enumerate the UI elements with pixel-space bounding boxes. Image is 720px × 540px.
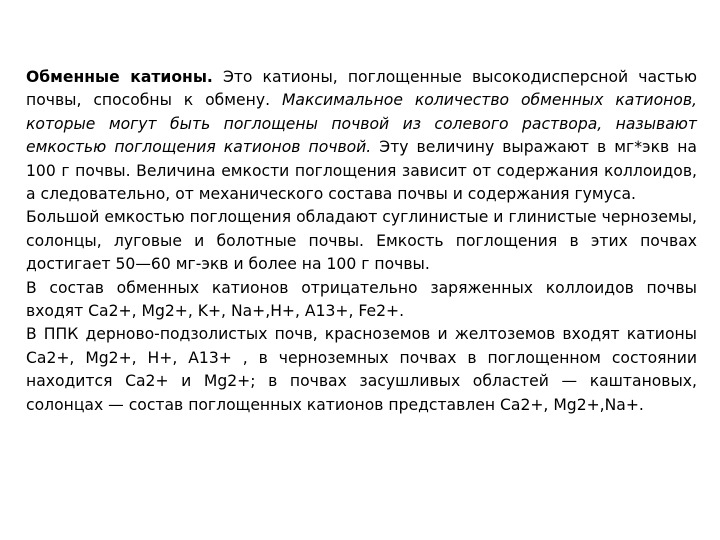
paragraph-cation-composition: В состав обменных катионов отрицательно заряженных коллоидов почвы входят Ca2+, Mg2+, K+, Na+,H+, A13+, Fe2+. bbox=[26, 278, 697, 321]
body-text bbox=[26, 66, 697, 417]
paragraph-high-capacity-soils: Большой емкостью поглощения обладают суглинистые и глинистые черноземы, солонцы, луговые и болотные почвы. Емкость поглощения в этих почвах достигает 50—60 мг-экв и более на 100 г почвы. bbox=[26, 208, 697, 274]
paragraph-1-continuation: Эту величину выражают в мг*экв на 100 г почвы. Величина емкости поглощения зависит от содержания коллоидов, а следовательно, от механического состава почвы и содержания гумуса. bbox=[26, 138, 697, 204]
paragraph-exchange-cations bbox=[26, 66, 697, 206]
definition-absorption-capacity: Максимальное количество обменных катионов, которые могут быть поглощены почвой из солевого раствора, называют емкостью поглощения катионов почвой. bbox=[26, 91, 697, 157]
paragraph-ppk-composition: В ППК дерново-подзолистых почв, красноземов и желтоземов входят катионы Ca2+, Mg2+, H+, A13+ , в черноземных почвах в поглощенном состоянии находится Ca2+ и Mg2+; в почвах засушливых областей — каштановых, солонцах — состав поглощенных катионов представлен Ca2+, Mg2+,Na+. bbox=[26, 325, 697, 414]
paragraph-1-text: Это катионы, поглощенные высокодисперсной частью почвы, способны к обмену. bbox=[26, 68, 697, 110]
term-exchange-cations: Обменные катионы. bbox=[26, 68, 213, 86]
